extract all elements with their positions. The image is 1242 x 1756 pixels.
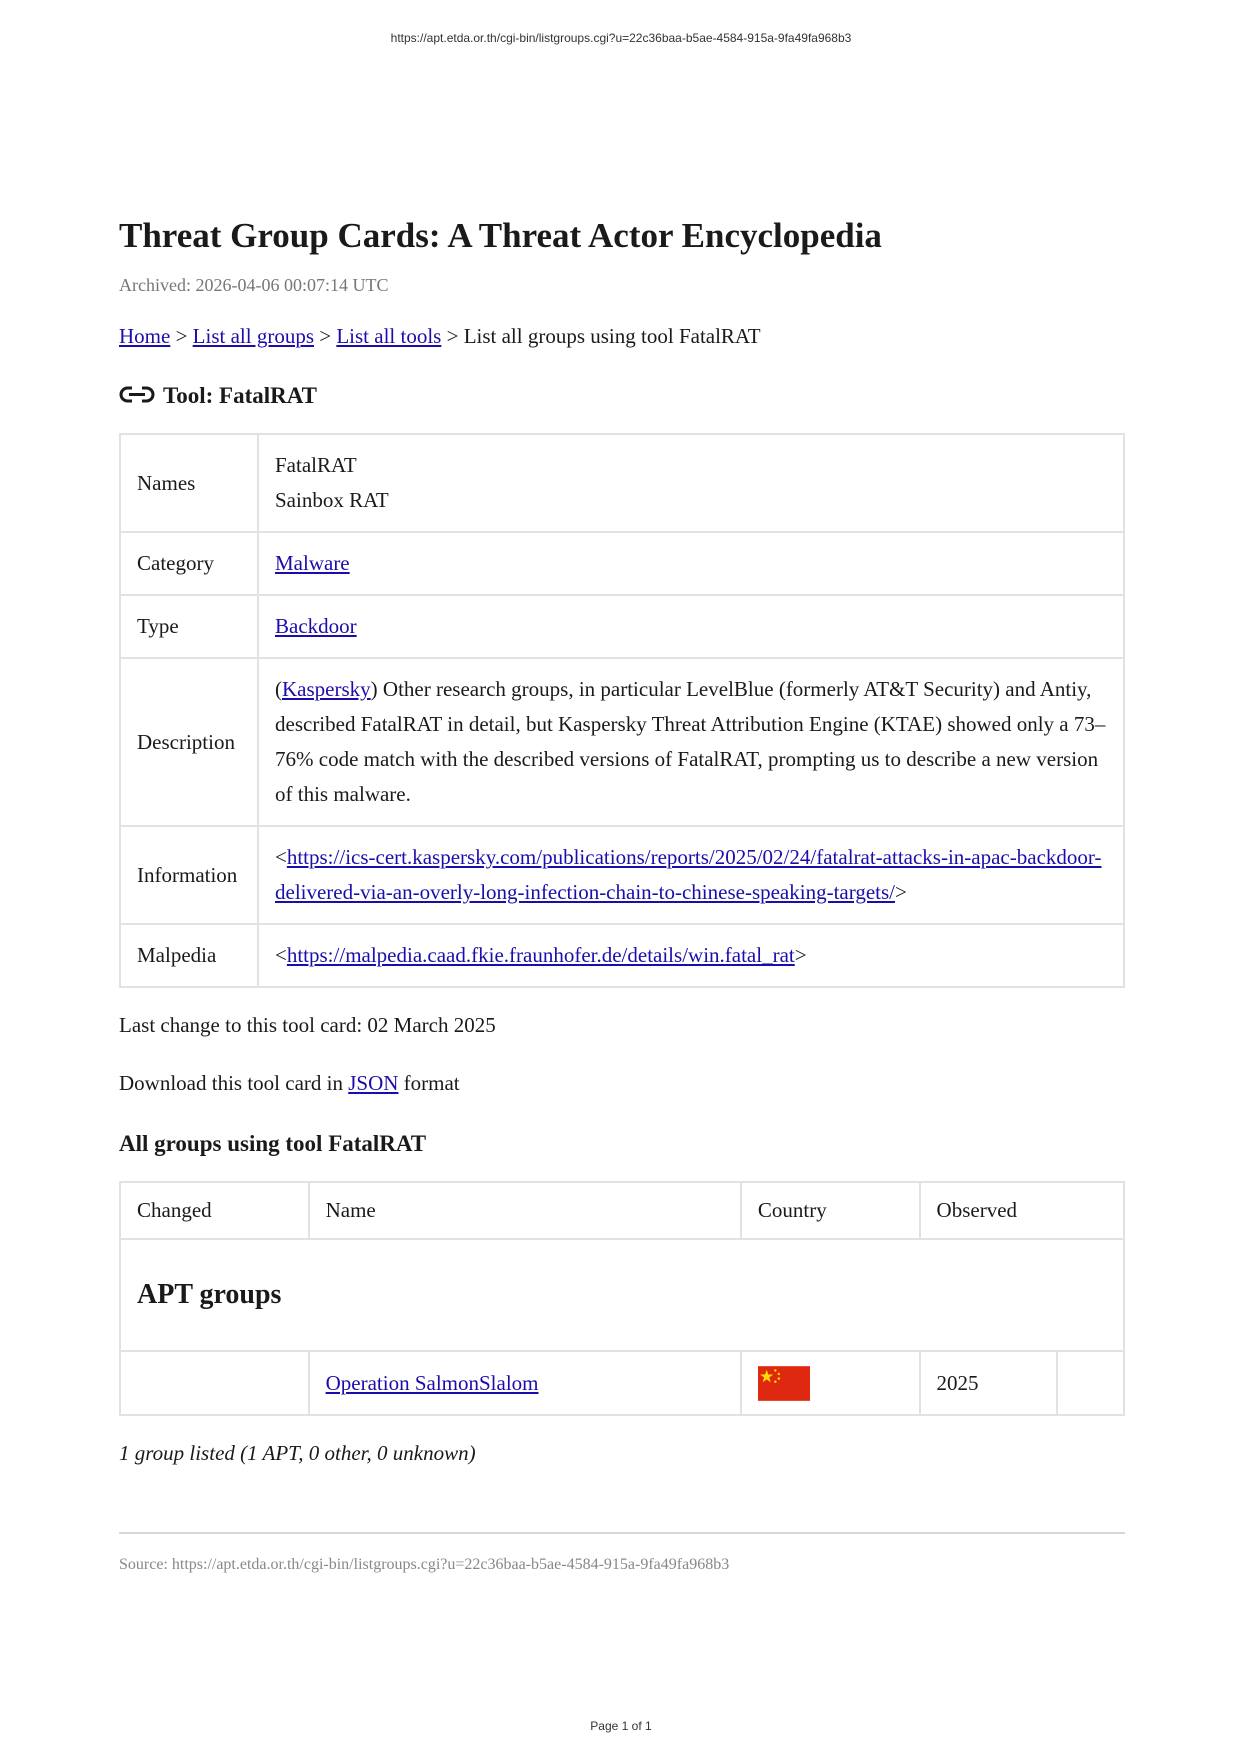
column-header-country: Country [741,1182,920,1239]
download-line [119,1068,1125,1098]
china-flag-icon [758,1366,810,1401]
page-title: Threat Group Cards: A Threat Actor Encyclopedia [119,216,882,255]
apt-groups-section-label: APT groups [120,1239,1124,1351]
json-download-link[interactable]: JSON [348,1071,399,1095]
malpedia-row [120,924,1124,987]
changed-cell [120,1351,309,1415]
name-cell [309,1351,741,1415]
description-label: Description [120,658,258,826]
type-label: Type [120,595,258,658]
groups-table-header [120,1182,1124,1239]
description-text: ) Other research groups, in particular LevelBlue (formerly AT&T Security) and Antiy, described FatalRAT in detail, but Kaspersky Threat Attribution Engine (KTAE) showed only a 73–76% code match with the described versions of FatalRAT, prompting us to describe a new version of this malware. [275,677,1106,806]
angle-close: > [895,880,907,904]
type-row [120,595,1124,658]
column-header-changed: Changed [120,1182,309,1239]
name-item: Sainbox RAT [275,488,389,512]
information-label: Information [120,826,258,924]
group-name-link[interactable]: Operation SalmonSlalom [325,1370,539,1395]
tool-heading-text: Tool: FatalRAT [163,383,317,408]
angle-open: < [275,943,287,967]
observed-cell: 2025 [920,1351,1057,1415]
category-value [258,532,1124,595]
category-label: Category [120,532,258,595]
description-open-paren: ( [275,677,282,701]
main-content [119,213,1125,1576]
name-item: FatalRAT [275,453,357,477]
names-value [258,434,1124,532]
breadcrumb-separator: > [319,324,332,348]
type-link[interactable]: Backdoor [275,614,357,638]
download-prefix: Download this tool card in [119,1071,349,1095]
breadcrumb-all-groups-link[interactable]: List all groups [192,324,314,348]
last-change-text: Last change to this tool card: 02 March 2025 [119,1013,496,1037]
source-url: Source: https://apt.etda.or.th/cgi-bin/listgroups.cgi?u=22c36baa-b5ae-4584-915a-9fa49fa968b3 [119,1556,730,1573]
column-header-observed: Observed [920,1182,1124,1239]
groups-table [119,1181,1125,1416]
page-number: Page 1 of 1 [590,1719,652,1733]
print-header-url: https://apt.etda.or.th/cgi-bin/listgroups.cgi?u=22c36baa-b5ae-4584-915a-9fa49fa968b3 [390,31,852,45]
information-value [258,826,1124,924]
malpedia-value [258,924,1124,987]
extra-cell [1057,1351,1124,1415]
divider [119,1532,1125,1534]
column-header-name: Name [309,1182,741,1239]
breadcrumb-separator: > [446,324,459,348]
breadcrumb-current: List all groups using tool FatalRAT [463,324,761,348]
type-value [258,595,1124,658]
archived-timestamp: Archived: 2026-04-06 00:07:14 UTC [119,275,389,295]
names-row [120,434,1124,532]
breadcrumb-separator: > [175,324,188,348]
malpedia-label: Malpedia [120,924,258,987]
description-value [258,658,1124,826]
groups-summary: 1 group listed (1 APT, 0 other, 0 unknown) [119,1441,476,1465]
description-row [120,658,1124,826]
breadcrumb [119,321,1125,351]
apt-groups-section-row [120,1239,1124,1351]
tool-info-table [119,433,1125,988]
malpedia-link[interactable]: https://malpedia.caad.fkie.fraunhofer.de/details/win.fatal_rat [286,943,795,967]
angle-open: < [275,845,287,869]
information-row [120,826,1124,924]
breadcrumb-home-link[interactable]: Home [119,324,171,348]
category-row [120,532,1124,595]
groups-heading: All groups using tool FatalRAT [119,1131,427,1156]
breadcrumb-all-tools-link[interactable]: List all tools [336,324,442,348]
country-cell [741,1351,920,1415]
category-link[interactable]: Malware [275,551,350,575]
names-label: Names [120,434,258,532]
tool-heading [119,381,1125,411]
angle-close: > [794,943,807,967]
link-icon [119,385,155,405]
table-row [120,1351,1124,1415]
kaspersky-link[interactable]: Kaspersky [282,677,371,701]
information-link[interactable]: https://ics-cert.kaspersky.com/publications/reports/2025/02/24/fatalrat-attacks-in-apac-backdoor-delivered-via-an-overly-long-infection-chain-to-chinese-speaking-targets/ [275,845,1102,904]
download-suffix: format [398,1071,460,1095]
